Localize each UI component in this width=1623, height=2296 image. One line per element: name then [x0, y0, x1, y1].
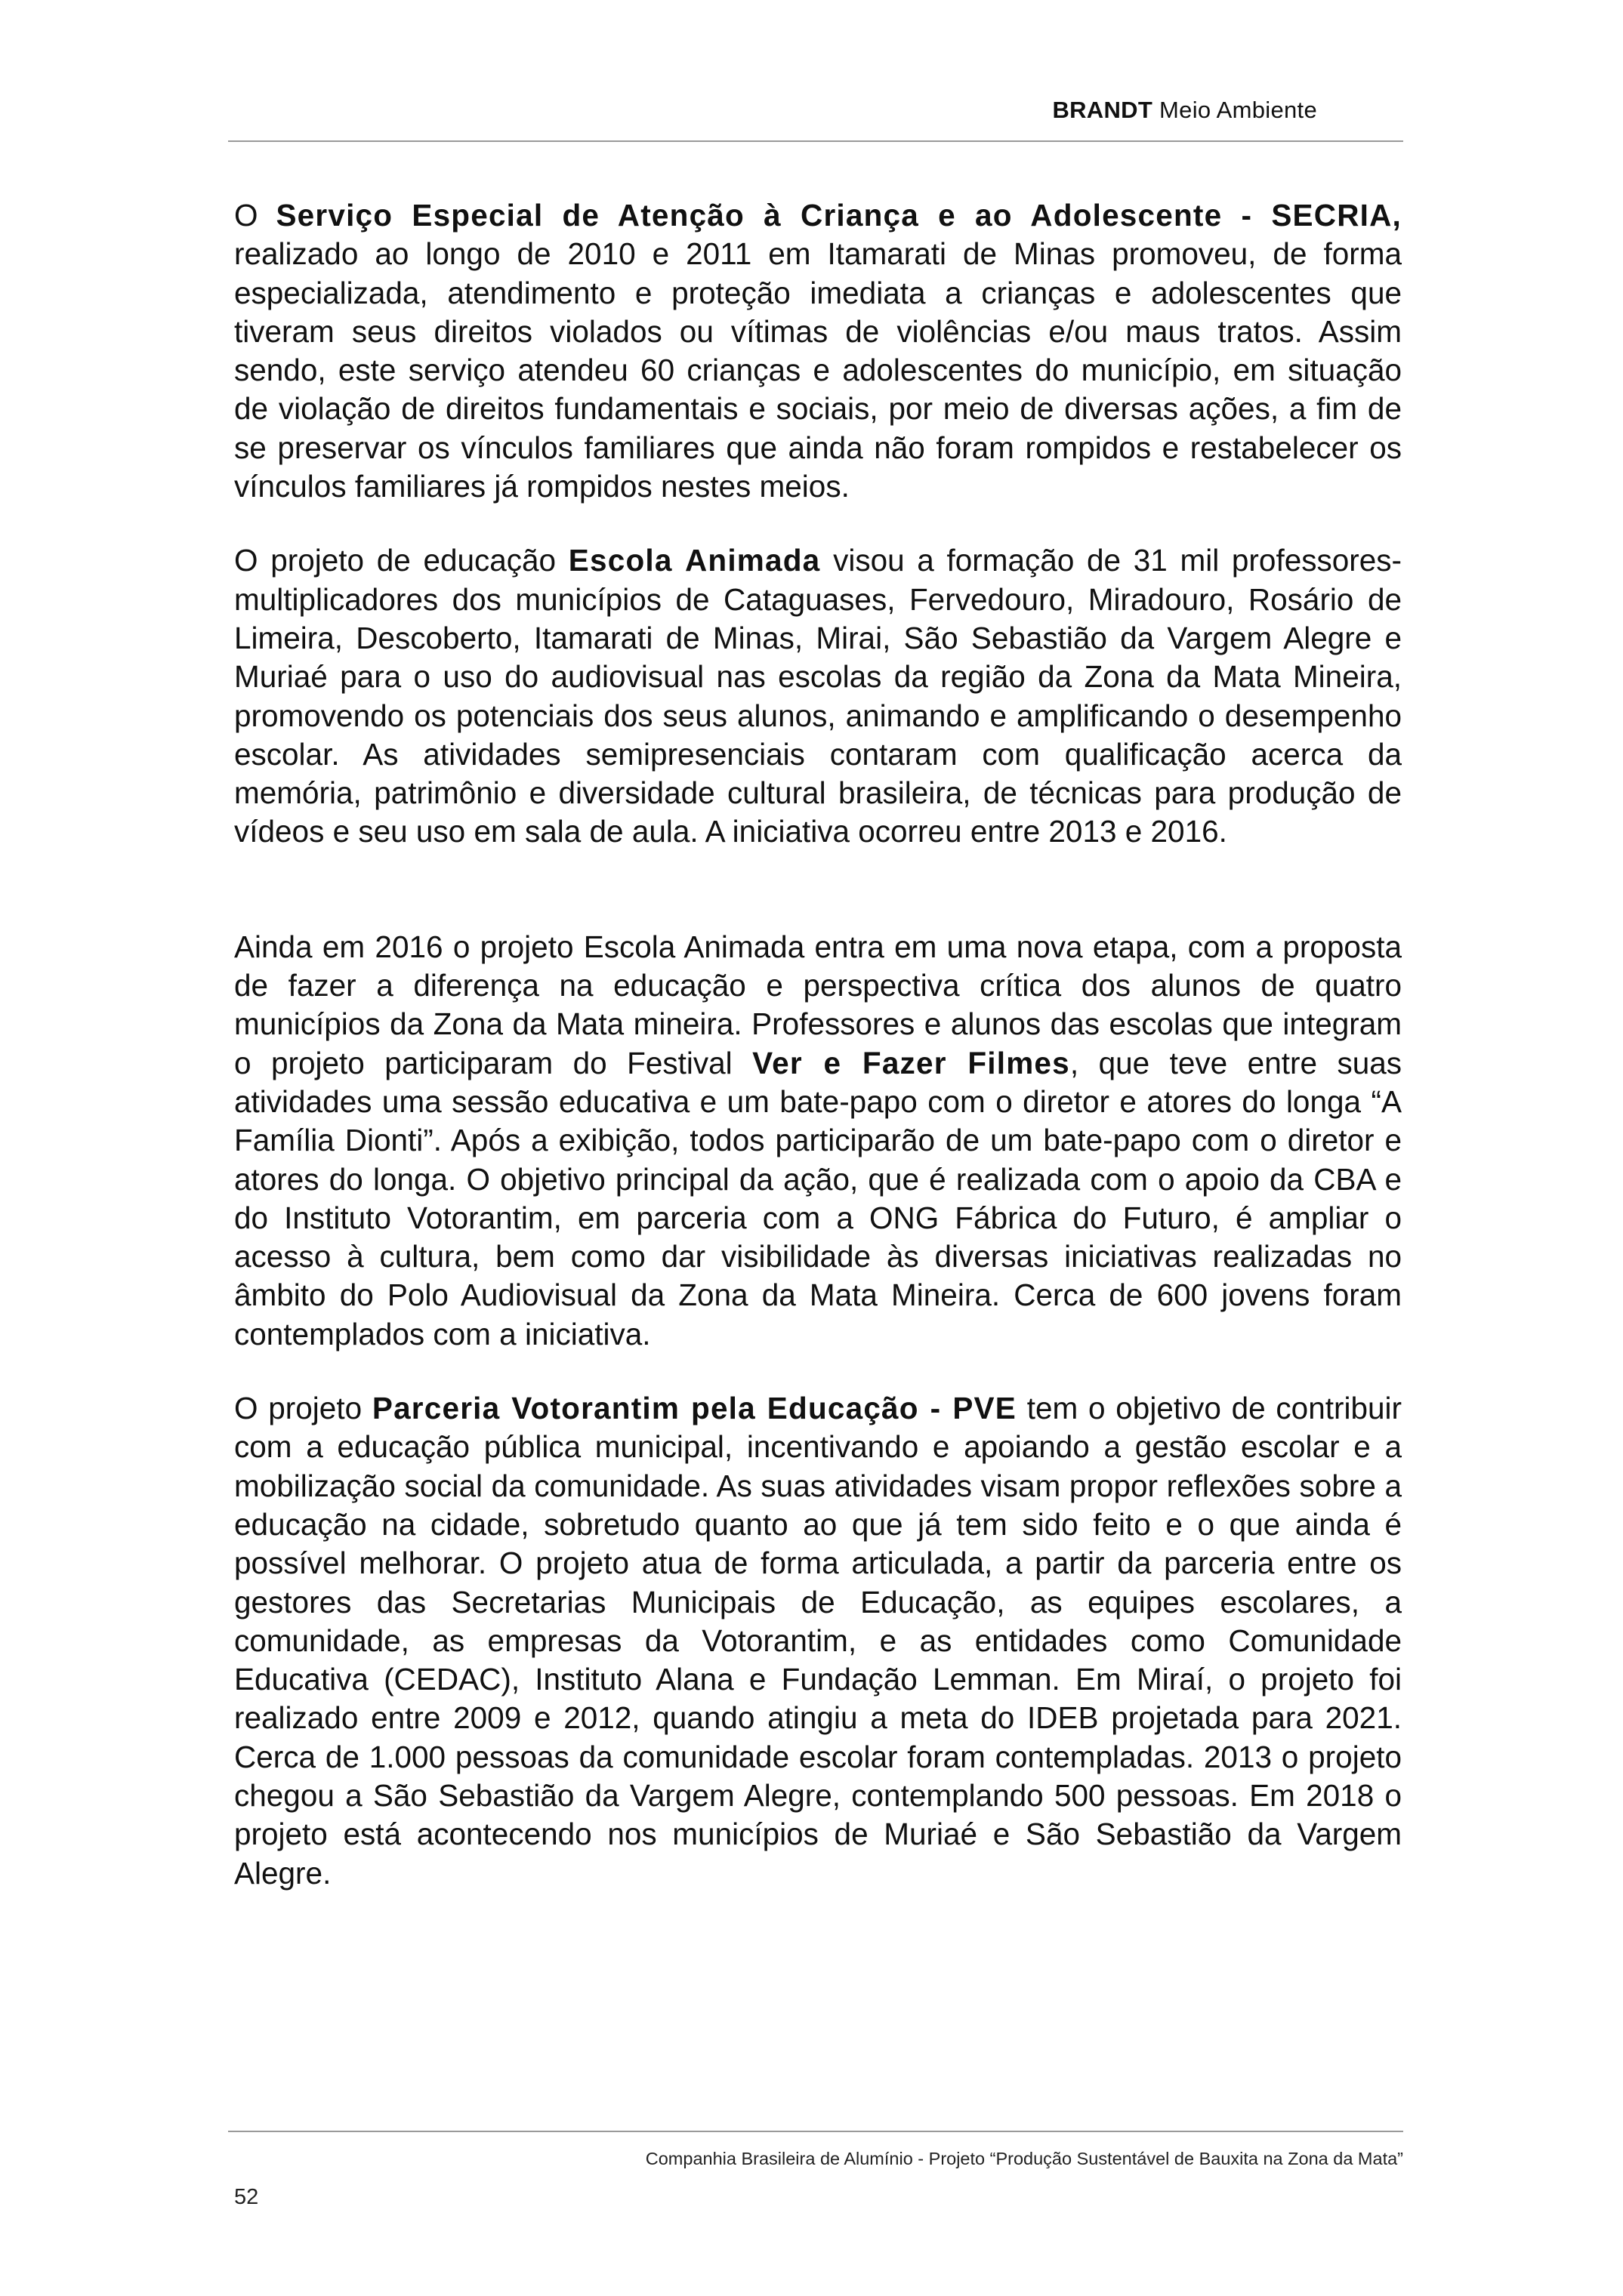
page-footer	[228, 2131, 1403, 2209]
header-brand-bold: BRANDT	[1052, 97, 1153, 123]
page-number: 52	[234, 2185, 259, 2209]
paragraph-escola-lead: O projeto de educação	[234, 543, 569, 578]
paragraph-festival-lead: Ainda em 2016 o projeto Escola Animada entra em uma nova etapa, com a proposta de fazer a diferença na educação e perspectiva crítica dos alunos de quatro municípios da Zona da Mata mineira. Professores e alunos das escolas que integram o projeto participaram do Festival	[234, 929, 1402, 1080]
page-header	[228, 83, 1403, 142]
paragraph-secria-bold: Serviço Especial de Atenção à Criança e ao Adolescente - SECRIA,	[276, 198, 1402, 233]
paragraph-escola-animada	[234, 541, 1402, 851]
paragraph-secria-lead: O	[234, 198, 276, 233]
paragraph-pve-lead: O projeto	[234, 1391, 372, 1426]
footer-text: Companhia Brasileira de Alumínio - Projeto “Produção Sustentável de Bauxita na Zona da Mata”	[645, 2149, 1403, 2168]
paragraph-festival	[234, 928, 1402, 1354]
paragraph-secria-rest: realizado ao longo de 2010 e 2011 em Itamarati de Minas promoveu, de forma especializada, atendimento e proteção imediata a crianças e adolescentes que tiveram seus direitos violados ou vítimas de violências e/ou maus tratos. Assim sendo, este serviço atendeu 60 crianças e adolescentes do município, em situação de violação de direitos fundamentais e sociais, por meio de diversas ações, a fim de se preservar os vínculos familiares que ainda não foram rompidos e restabelecer os vínculos familiares já rompidos nestes meios.	[234, 236, 1402, 504]
paragraph-escola-bold: Escola Animada	[568, 543, 821, 578]
main-content	[234, 196, 1402, 1893]
paragraph-escola-rest: visou a formação de 31 mil professores-multiplicadores dos municípios de Cataguases, Fervedouro, Miradouro, Rosário de Limeira, Descoberto, Itamarati de Minas, Mirai, São Sebastião da Vargem Alegre e Muriaé para o uso do audiovisual nas escolas da região da Zona da Mata Mineira, promovendo os potenciais dos seus alunos, animando e amplificando o desempenho escolar. As atividades semipresenciais contaram com qualificação acerca da memória, patrimônio e diversidade cultural brasileira, de técnicas para produção de vídeos e seu uso em sala de aula. A iniciativa ocorreu entre 2013 e 2016.	[234, 543, 1402, 849]
paragraph-secria	[234, 196, 1402, 506]
paragraph-pve-rest: tem o objetivo de contribuir com a educação pública municipal, incentivando e apoiando a gestão escolar e a mobilização social da comunidade. As suas atividades visam propor reflexões sobre a educação na cidade, sobretudo quanto ao que já tem sido feito e o que ainda é possível melhorar. O projeto atua de forma articulada, a partir da parceria entre os gestores das Secretarias Municipais de Educação, as equipes escolares, a comunidade, as empresas da Votorantim, e as entidades como Comunidade Educativa (CEDAC), Instituto Alana e Fundação Lemman. Em Miraí, o projeto foi realizado entre 2009 e 2012, quando atingiu a meta do IDEB projetada para 2021. Cerca de 1.000 pessoas da comunidade escolar foram contempladas. 2013 o projeto chegou a São Sebastião da Vargem Alegre, contemplando 500 pessoas. Em 2018 o projeto está acontecendo nos municípios de Muriaé e São Sebastião da Vargem Alegre.	[234, 1391, 1402, 1891]
header-brand	[1052, 97, 1317, 124]
paragraph-pve	[234, 1389, 1402, 1893]
paragraph-festival-rest: , que teve entre suas atividades uma sessão educativa e um bate-papo com o diretor e atores do longa “A Família Dionti”. Após a exibição, todos participarão de um bate-papo com o diretor e atores do longa. O objetivo principal da ação, que é realizada com o apoio da CBA e do Instituto Votorantim, em parceria com a ONG Fábrica do Futuro, é ampliar o acesso à cultura, bem como dar visibilidade às diversas iniciativas realizadas no âmbito do Polo Audiovisual da Zona da Mata Mineira. Cerca de 600 jovens foram contemplados com a iniciativa.	[234, 1045, 1402, 1351]
paragraph-pve-bold: Parceria Votorantim pela Educação - PVE	[372, 1391, 1017, 1426]
header-brand-rest: Meio Ambiente	[1152, 97, 1317, 123]
paragraph-festival-bold: Ver e Fazer Filmes	[752, 1045, 1070, 1080]
